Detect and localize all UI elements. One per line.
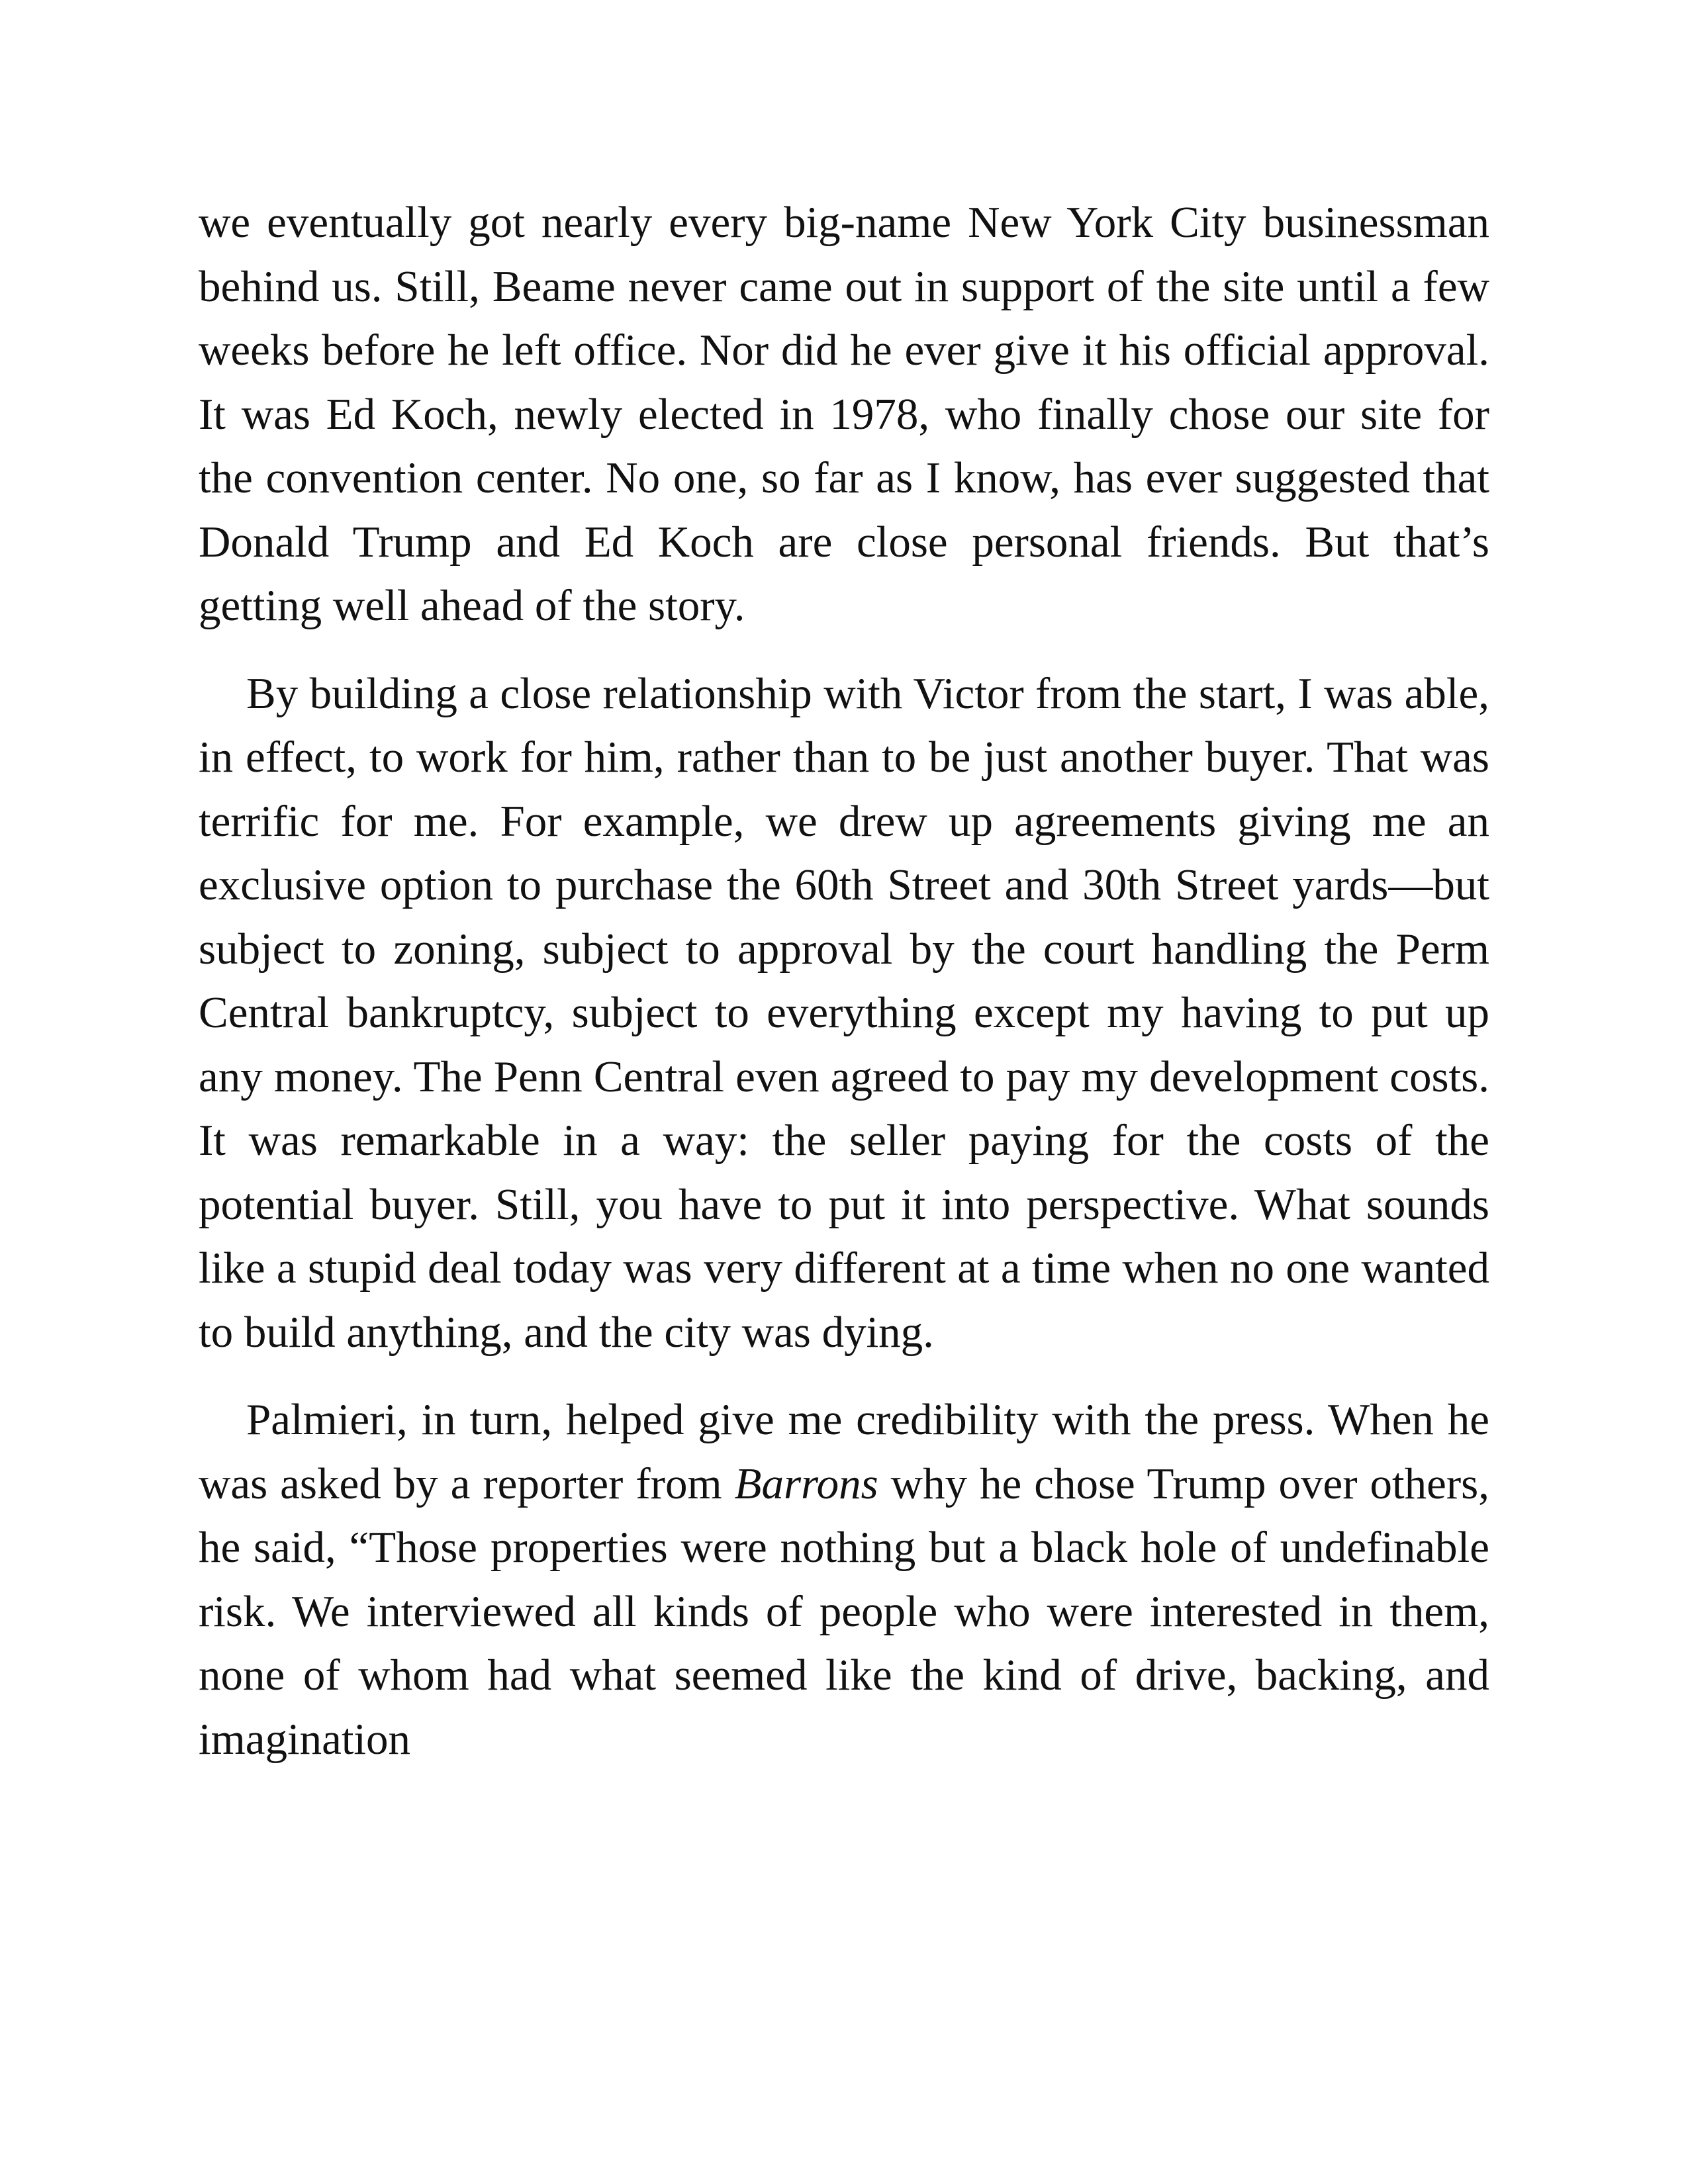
paragraph-3-text-start: Palmieri, in turn, helped give me credibility with the press. When he was asked by a reporter from xyxy=(199,1395,1489,1508)
paragraph-2: By building a close relationship with Victor from the start, I was able, in effect, to work for him, rather than to be just another buyer. That was terrific for me. For example, we drew up agreements giving me an exclusive option to purchase the 60th Street and 30th Street yards—but subject to zoning, subject to approval by the court handling the Perm Central bankruptcy, subject to everything except my having to put up any money. The Penn Central even agreed to pay my development costs. It was remarkable in a way: the seller paying for the costs of the potential buyer. Still, you have to put it into perspective. What sounds like a stupid deal today was very different at a time when no one wanted to build anything, and the city was dying. xyxy=(199,668,1489,1357)
paragraph-3-text-end: why he chose Trump over others, he said, “Those properties were nothing but a black hole of undefinable risk. We interviewed all kinds of people who were interested in them, none of whom had what seemed like the kind of drive, backing, and imagination xyxy=(199,1459,1490,1764)
publication-title: Barrons xyxy=(734,1459,878,1508)
page-body xyxy=(199,191,1489,1771)
paragraph-3 xyxy=(199,1388,1489,1771)
paragraph-1: we eventually got nearly every big-name New York City businessman behind us. Still, Beame never came out in support of the site until a few weeks before he left office. Nor did he ever give it his official approval. It was Ed Koch, newly elected in 1978, who finally chose our site for the convention center. No one, so far as I know, has ever suggested that Donald Trump and Ed Koch are close personal friends. But that’s getting well ahead of the story. xyxy=(199,198,1489,630)
